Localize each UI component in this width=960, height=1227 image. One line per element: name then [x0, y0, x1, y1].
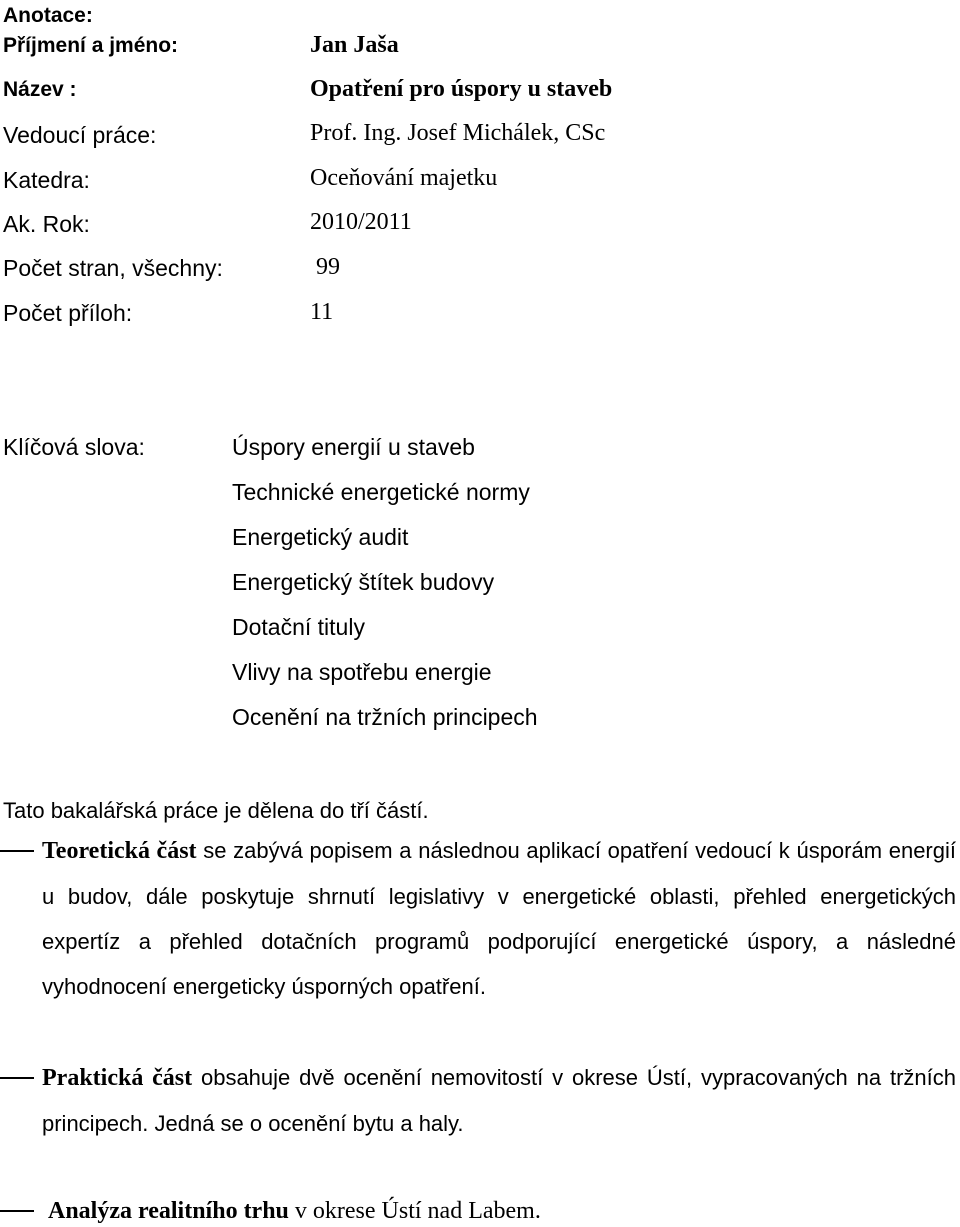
part-text: obsahuje dvě ocenění nemovitostí v okrese Ústí, vypracovaných na tržních principech. Jedná se o ocenění bytu a haly. — [42, 1065, 956, 1136]
abstract-intro: Tato bakalářská práce je dělena do tří částí. — [3, 798, 429, 823]
department-value: Oceňování majetku — [310, 165, 498, 191]
part-title: Teoretická část — [42, 838, 197, 864]
part-title: Analýza realitního trhu — [48, 1198, 289, 1224]
keyword-item: Energetický audit — [232, 524, 409, 550]
abstract-part-theoretical — [42, 828, 956, 1009]
keyword-item: Energetický štítek budovy — [232, 569, 495, 595]
part-title: Praktická část — [42, 1065, 193, 1091]
bullet-dash-icon — [0, 850, 34, 852]
title-label: Název : — [3, 78, 77, 101]
supervisor-value: Prof. Ing. Josef Michálek, CSc — [310, 120, 606, 146]
supervisor-label: Vedoucí práce: — [3, 122, 157, 148]
department-label: Katedra: — [3, 167, 90, 193]
attachments-value: 11 — [310, 299, 334, 325]
keyword-item: Ocenění na tržních principech — [232, 704, 538, 730]
name-label: Příjmení a jméno: — [3, 34, 179, 57]
name-value: Jan Jaša — [310, 32, 399, 58]
annotation-heading: Anotace: — [3, 4, 93, 27]
part-text: v okrese Ústí nad Labem. — [288, 1198, 541, 1224]
abstract-part-analysis — [48, 1197, 541, 1225]
bullet-dash-icon — [0, 1077, 34, 1079]
part-text: se zabývá popisem a následnou aplikací opatření vedoucí k úsporám energií u budov, dále poskytuje shrnutí legislativy v energetické oblasti, přehled energetických expertíz a přehled dotačních programů podporující energetické úspory, a následné vyhodnocení energeticky úsporných opatření. — [42, 838, 956, 999]
bullet-dash-icon — [0, 1210, 34, 1212]
abstract-part-practical — [42, 1055, 956, 1146]
year-label: Ak. Rok: — [3, 211, 90, 237]
title-value: Opatření pro úspory u staveb — [310, 76, 613, 102]
year-value: 2010/2011 — [310, 209, 412, 235]
keyword-item: Dotační tituly — [232, 614, 365, 640]
keyword-item: Úspory energií u staveb — [232, 434, 475, 460]
keyword-item: Technické energetické normy — [232, 479, 530, 505]
keywords-label: Klíčová slova: — [3, 434, 145, 460]
pages-value: 99 — [316, 254, 340, 280]
keyword-item: Vlivy na spotřebu energie — [232, 659, 492, 685]
attachments-label: Počet příloh: — [3, 300, 133, 326]
pages-label: Počet stran, všechny: — [3, 255, 223, 281]
